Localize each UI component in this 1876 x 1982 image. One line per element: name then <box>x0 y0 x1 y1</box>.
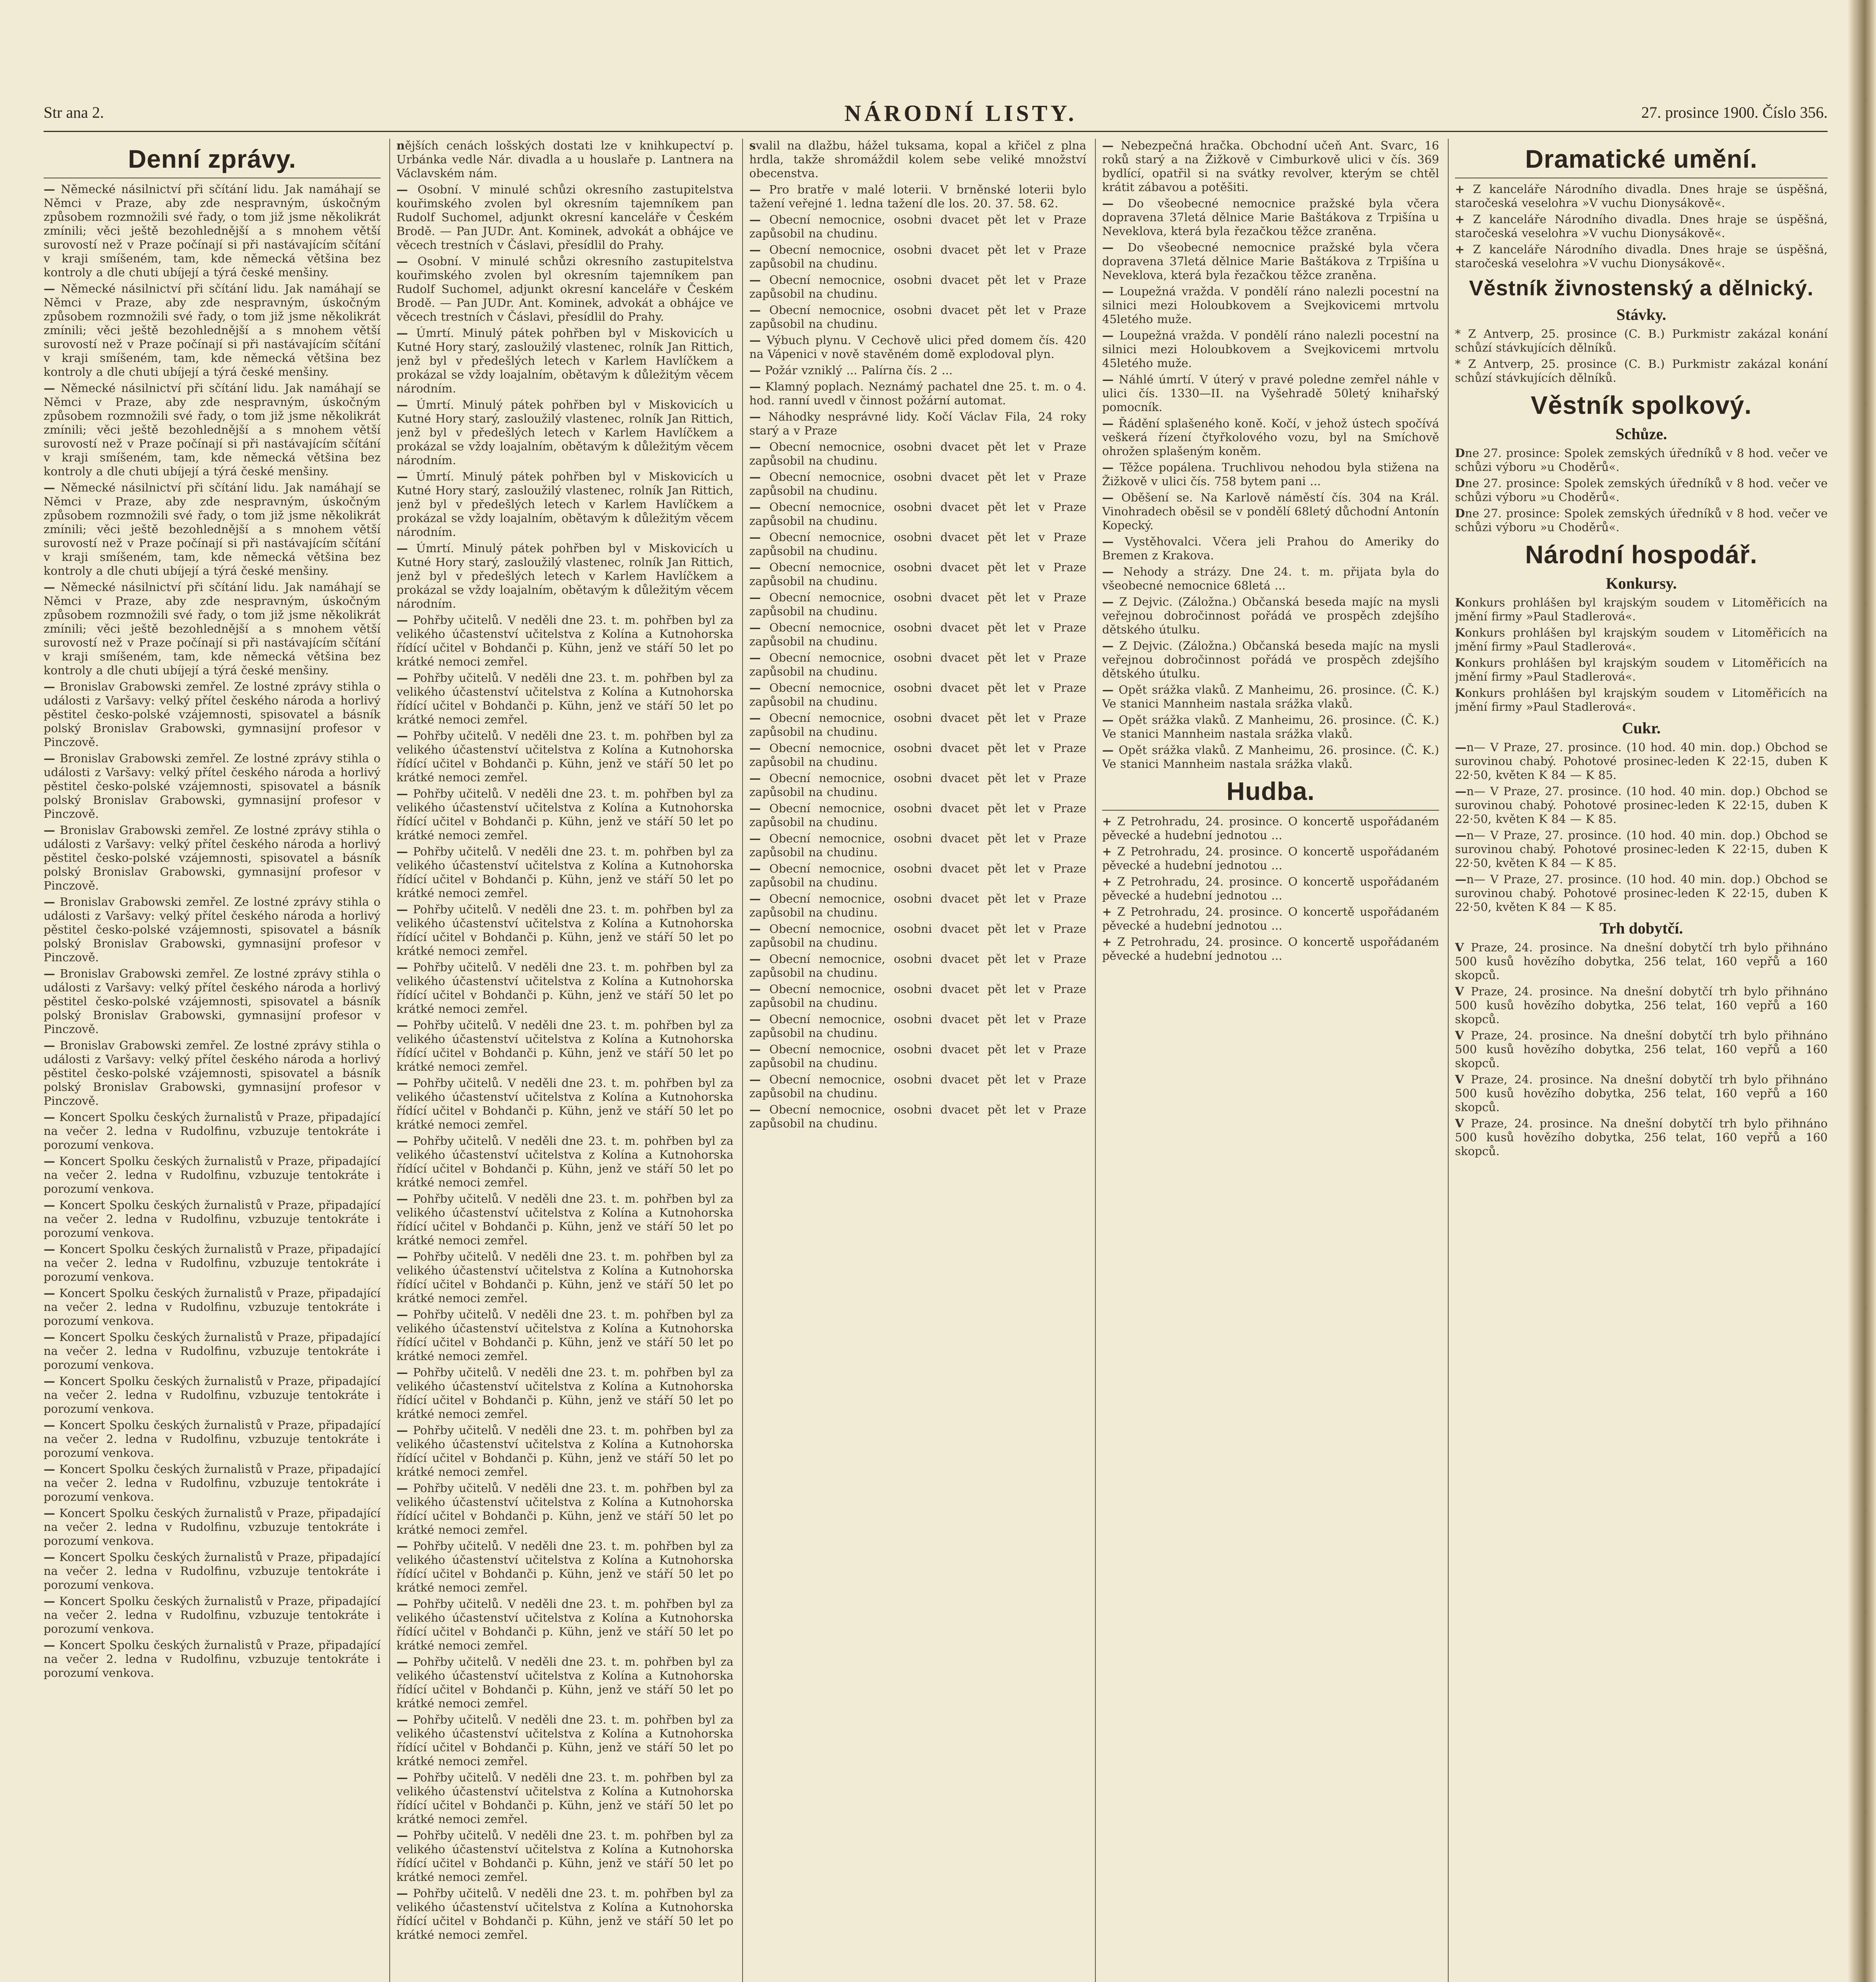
article-pohrby-cont: — Pohřby učitelů. V neděli dne 23. t. m. pohřben byl za velikého účastenství učitelstva z Kolína a Kutnohorska řídící učitel v Bohdanči p. Kühn, jenž ve stáří 50 let po krátké nemoci zemřel. <box>396 1076 733 1131</box>
article-dramaticke-cont: + Z kanceláře Národního divadla. Dnes hraje se úspěšná, staročeská veselohra »V vuchu Dionysákově«. <box>1455 243 1828 270</box>
article-pohrby-cont: — Pohřby učitelů. V neděli dne 23. t. m. pohřben byl za velikého účastenství učitelstva z Kolína a Kutnohorska řídící učitel v Bohdanči p. Kühn, jenž ve stáří 50 let po krátké nemoci zemřel. <box>396 1886 733 1942</box>
article-cukr-cont: —n— V Praze, 27. prosince. (10 hod. 40 min. dop.) Obchod se surovinou chabý. Pohotové prosinec-leden K 22·15, duben K 22·50, květen K 84 — K 85. <box>1455 784 1828 826</box>
section-heading-vestnik-spolkovy: Věstník spolkový. <box>1531 391 1752 419</box>
article-dejvice-cont: — Z Dejvic. (Záložna.) Občanská beseda majíc na mysli veřejnou dobročinnost pořádá ve prospěch zdejšího dětského útulku. <box>1102 639 1439 680</box>
article-konkursy-cont: Konkurs prohlášen byl krajským soudem v Litoměřicích na jmění firmy »Paul Stadlerová«. <box>1455 656 1828 683</box>
article-obecni-cont: — Obecní nemocnice, osobni dvacet pět let v Praze zapůsobil na chudinu. <box>749 681 1086 708</box>
subheading-konkursy: Konkursy. <box>1606 574 1677 592</box>
article-umrti-cont: — Úmrtí. Minulý pátek pohřben byl v Miskovicích u Kutné Hory starý, zasloužilý vlastenec, rolník Jan Rittich, jenž byl v předešlých letech v Karlem Havlíčkem a prokázal se vždy loajalním, obětavým k důležitým věcem národním. <box>396 398 733 467</box>
article-vseobecne: — Do všeobecné nemocnice pražské byla včera dopravena 37letá dělnice Marie Baštákova z Trpišína u Neveklova, která byla řezačkou těžce zraněna. <box>1102 197 1439 238</box>
column-divider <box>389 139 390 1982</box>
article-obecni-cont: — Obecní nemocnice, osobni dvacet pět let v Praze zapůsobil na chudinu. <box>749 561 1086 588</box>
article-pohrby-cont: — Pohřby učitelů. V neděli dne 23. t. m. pohřben byl za velikého účastenství učitelstva z Kolína a Kutnohorska řídící učitel v Bohdanči p. Kühn, jenž ve stáří 50 let po krátké nemoci zemřel. <box>396 671 733 726</box>
article-obecni-cont: — Obecní nemocnice, osobni dvacet pět let v Praze zapůsobil na chudinu. <box>749 892 1086 919</box>
article-petrohrad-cont: + Z Petrohradu, 24. prosince. O koncertě uspořádaném pěvecké a hudební jednotou ... <box>1102 905 1439 932</box>
issue-date: 27. prosince 1900. Číslo 356. <box>1641 103 1828 121</box>
article-nemecke-cont: — Německé násilnictví při sčítání lidu. Jak namáhají se Němci v Praze, aby zde nespravným, úskočným způsobem rozmnožili své řady, o tom již jsme několikrát zmínili; věci ještě bezohlednější a s mnohem větší surovostí než v Praze počínají si při nastávajícím sčítání v kraji smíšeném, tam, kde německá většina bez kontroly a dle chuti ubíjejí a týrá české menšiny. <box>44 580 381 677</box>
article-grabowski-cont: — Bronislav Grabowski zemřel. Ze lostné zprávy stihla o události z Varšavy: velký přítel českého národa a horlivý pěstitel česko-polské vzájemnosti, spisovatel a básník polský Bronislav Grabowski, gymnasijní profesor v Pinczově. <box>44 823 381 892</box>
article-petrohrad-cont: + Z Petrohradu, 24. prosince. O koncertě uspořádaném pěvecké a hudební jednotou ... <box>1102 845 1439 872</box>
article-obecni-cont: — Obecní nemocnice, osobni dvacet pět let v Praze zapůsobil na chudinu. <box>749 982 1086 1010</box>
column-divider <box>742 139 743 1982</box>
article-nemecke: — Německé násilnictví při sčítání lidu. Jak namáhají se Němci v Praze, aby zde nespravným, úskočným způsobem rozmnožili své řady, o tom již jsme několikrát zmínili; věci ještě bezohlednější a s mnohem větší surovostí než v Praze počínají si při nastávajícím sčítání v kraji smíšeném, tam, kde německá většina bez kontroly a dle chuti ubíjejí a týrá české menšiny. <box>44 182 381 279</box>
article-radeni: — Řádění splašeného koně. Kočí, v jehož ústech spočívá veškerá řízení čtyřkolového vozu, byl na Smíchově ohrožen splašeným koněm. <box>1102 417 1439 458</box>
subheading-cukr: Cukr. <box>1622 719 1661 737</box>
article-dejvice: — Z Dejvic. (Záložna.) Občanská beseda majíc na mysli veřejnou dobročinnost pořádá ve prospěch zdejšího dětského útulku. <box>1102 595 1439 636</box>
page-label: Str ana 2. <box>44 103 104 121</box>
article-koncert-cont: — Koncert Spolku českých žurnalistů v Praze, připadající na večer 2. ledna v Rudolfinu, vzbuzuje tentokráte i porozumí venkova. <box>44 1286 381 1328</box>
article-opet: — Opět srážka vlaků. Z Manheimu, 26. prosince. (Č. K.) Ve stanici Mannheim nastala srážka vlaků. <box>1102 683 1439 710</box>
article-nemecke-cont: — Německé násilnictví při sčítání lidu. Jak namáhají se Němci v Praze, aby zde nespravným, úskočným způsobem rozmnožili své řady, o tom již jsme několikrát zmínili; věci ještě bezohlednější a s mnohem větší surovostí než v Praze počínají si při nastávajícím sčítání v kraji smíšeném, tam, kde německá většina bez kontroly a dle chuti ubíjejí a týrá české menšiny. <box>44 481 381 578</box>
article-pohrby-cont: — Pohřby učitelů. V neděli dne 23. t. m. pohřben byl za velikého účastenství učitelstva z Kolína a Kutnohorska řídící učitel v Bohdanči p. Kühn, jenž ve stáří 50 let po krátké nemoci zemřel. <box>396 1250 733 1305</box>
article-petrohrad-cont: + Z Petrohradu, 24. prosince. O koncertě uspořádaném pěvecké a hudební jednotou ... <box>1102 935 1439 962</box>
section-heading-dramaticke-umeni: Dramatické umění. <box>1525 145 1758 173</box>
masthead-title: NÁRODNÍ LISTY. <box>844 100 1077 126</box>
article-obecni-cont: — Obecní nemocnice, osobni dvacet pět let v Praze zapůsobil na chudinu. <box>749 591 1086 618</box>
article-cukr-cont: —n— V Praze, 27. prosince. (10 hod. 40 min. dop.) Obchod se surovinou chabý. Pohotové prosinec-leden K 22·15, duben K 22·50, květen K 84 — K 85. <box>1455 872 1828 914</box>
article-pohrby-cont: — Pohřby učitelů. V neděli dne 23. t. m. pohřben byl za velikého účastenství učitelstva z Kolína a Kutnohorska řídící učitel v Bohdanči p. Kühn, jenž ve stáří 50 let po krátké nemoci zemřel. <box>396 729 733 784</box>
article-koncert-cont: — Koncert Spolku českých žurnalistů v Praze, připadající na večer 2. ledna v Rudolfinu, vzbuzuje tentokráte i porozumí venkova. <box>44 1638 381 1680</box>
article-koncert-cont: — Koncert Spolku českých žurnalistů v Praze, připadající na večer 2. ledna v Rudolfinu, vzbuzuje tentokráte i porozumí venkova. <box>44 1594 381 1636</box>
article-cukr-cont: —n— V Praze, 27. prosince. (10 hod. 40 min. dop.) Obchod se surovinou chabý. Pohotové prosinec-leden K 22·15, duben K 22·50, květen K 84 — K 85. <box>1455 828 1828 870</box>
article-koncert-cont: — Koncert Spolku českých žurnalistů v Praze, připadající na večer 2. ledna v Rudolfinu, vzbuzuje tentokráte i porozumí venkova. <box>44 1242 381 1284</box>
article-ochrana: nějších cenách lošských dostati lze v knihkupectví p. Urbánka vedle Nár. divadla a u houslaře p. Lantnera na Václavském nám. <box>396 139 733 180</box>
article-obecni-cont: — Obecní nemocnice, osobni dvacet pět let v Praze zapůsobil na chudinu. <box>749 771 1086 799</box>
column-5 <box>1455 139 1828 1982</box>
article-umrti-cont: — Úmrtí. Minulý pátek pohřben byl v Miskovicích u Kutné Hory starý, zasloužilý vlastenec, rolník Jan Rittich, jenž byl v předešlých letech v Karlem Havlíčkem a prokázal se vždy loajalním, obětavým k důležitým věcem národním. <box>396 470 733 539</box>
column-divider <box>1448 139 1449 1982</box>
article-obeseni: — Oběšení se. Na Karlově náměstí čís. 304 na Král. Vinohradech oběsil se v pondělí 68letý důchodní Antonín Kopecký. <box>1102 491 1439 532</box>
article-pohrby-cont: — Pohřby učitelů. V neděli dne 23. t. m. pohřben byl za velikého účastenství učitelstva z Kolína a Kutnohorska řídící učitel v Bohdanči p. Kühn, jenž ve stáří 50 let po krátké nemoci zemřel. <box>396 1539 733 1594</box>
article-konkursy-cont: Konkurs prohlášen byl krajským soudem v Litoměřicích na jmění firmy »Paul Stadlerová«. <box>1455 626 1828 653</box>
article-grabowski-cont: — Bronislav Grabowski zemřel. Ze lostné zprávy stihla o události z Varšavy: velký přítel českého národa a horlivý pěstitel česko-polské vzájemnosti, spisovatel a básník polský Bronislav Grabowski, gymnasijní profesor v Pinczově. <box>44 1039 381 1108</box>
header-rule <box>44 131 1828 132</box>
section-heading-denni-zpravy: Denní zprávy. <box>128 145 297 173</box>
article-valka: svalil na dlažbu, hážel tuksama, kopal a křičel z plna hrdla, takže shromáždil kolem sebe veliké množství obecenstva. <box>749 139 1086 180</box>
article-koncert-cont: — Koncert Spolku českých žurnalistů v Praze, připadající na večer 2. ledna v Rudolfinu, vzbuzuje tentokráte i porozumí venkova. <box>44 1506 381 1548</box>
article-cukr: —n— V Praze, 27. prosince. (10 hod. 40 min. dop.) Obchod se surovinou chabý. Pohotové prosinec-leden K 22·15, duben K 22·50, květen K 84 — K 85. <box>1455 740 1828 782</box>
article-dramaticke-cont: + Z kanceláře Národního divadla. Dnes hraje se úspěšná, staročeská veselohra »V vuchu Dionysákově«. <box>1455 212 1828 240</box>
article-pohrby-cont: — Pohřby učitelů. V neděli dne 23. t. m. pohřben byl za velikého účastenství učitelstva z Kolína a Kutnohorska řídící učitel v Bohdanči p. Kühn, jenž ve stáří 50 let po krátké nemoci zemřel. <box>396 1134 733 1189</box>
article-schuze: Dne 27. prosince: Spolek zemských úředníků v 8 hod. večer ve schůzi výboru »u Choděrů«. <box>1455 446 1828 474</box>
article-stavky-cont: * Z Antverp, 25. prosince (C. B.) Purkmistr zakázal konání schůzí stávkujících dělníků. <box>1455 357 1828 385</box>
article-obecni-cont: — Obecní nemocnice, osobni dvacet pět let v Praze zapůsobil na chudinu. <box>749 741 1086 769</box>
article-obecni-cont: — Obecní nemocnice, osobni dvacet pět let v Praze zapůsobil na chudinu. <box>749 1103 1086 1130</box>
article-obecni-cont: — Obecní nemocnice, osobni dvacet pět let v Praze zapůsobil na chudinu. <box>749 1043 1086 1070</box>
article-nemecke-cont: — Německé násilnictví při sčítání lidu. Jak namáhají se Němci v Praze, aby zde nespravným, úskočným způsobem rozmnožili své řady, o tom již jsme několikrát zmínili; věci ještě bezohlednější a s mnohem větší surovostí než v Praze počínají si při nastávajícím sčítání v kraji smíšeném, tam, kde německá většina bez kontroly a dle chuti ubíjejí a týrá české menšiny. <box>44 282 381 379</box>
article-schuze-cont: Dne 27. prosince: Spolek zemských úředníků v 8 hod. večer ve schůzi výboru »u Choděrů«. <box>1455 476 1828 504</box>
article-grabowski: — Bronislav Grabowski zemřel. Ze lostné zprávy stihla o události z Varšavy: velký přítel českého národa a horlivý pěstitel česko-polské vzájemnosti, spisovatel a básník polský Bronislav Grabowski, gymnasijní profesor v Pinczově. <box>44 680 381 749</box>
article-pohrby-cont: — Pohřby učitelů. V neděli dne 23. t. m. pohřben byl za velikého účastenství učitelstva z Kolína a Kutnohorska řídící učitel v Bohdanči p. Kühn, jenž ve stáří 50 let po krátké nemoci zemřel. <box>396 960 733 1016</box>
article-stavky: * Z Antverp, 25. prosince (C. B.) Purkmistr zakázal konání schůzí stávkujících dělníků. <box>1455 327 1828 354</box>
article-pohrby-cont: — Pohřby učitelů. V neděli dne 23. t. m. pohřben byl za velikého účastenství učitelstva z Kolína a Kutnohorska řídící učitel v Bohdanči p. Kühn, jenž ve stáří 50 let po krátké nemoci zemřel. <box>396 1423 733 1479</box>
article-loupezna: — Loupežná vražda. V pondělí ráno nalezli pocestní na silnici mezi Holoubkovem a Svejkovicemi mrtvolu 45letého muže. <box>1102 285 1439 326</box>
article-nehody: — Nehody a strázy. Dne 24. t. m. přijata byla do všeobecné nemocnice 68letá ... <box>1102 565 1439 592</box>
article-pohrby-cont: — Pohřby učitelů. V neděli dne 23. t. m. pohřben byl za velikého účastenství učitelstva z Kolína a Kutnohorska řídící učitel v Bohdanči p. Kühn, jenž ve stáří 50 let po krátké nemoci zemřel. <box>396 787 733 842</box>
article-schuze-cont: Dne 27. prosince: Spolek zemských úředníků v 8 hod. večer ve schůzi výboru »u Choděrů«. <box>1455 507 1828 534</box>
article-vybuch: — Výbuch plynu. V Cechově ulici před domem čís. 420 na Vápenici v nově stavěném domě explodoval plyn. <box>749 333 1086 361</box>
article-dramaticke: + Z kanceláře Národního divadla. Dnes hraje se úspěšná, staročeská veselohra »V vuchu Dionysákově«. <box>1455 182 1828 210</box>
article-obecni-cont: — Obecní nemocnice, osobni dvacet pět let v Praze zapůsobil na chudinu. <box>749 303 1086 331</box>
article-nebezpecne: — Nebezpečná hračka. Obchodní učeň Ant. Svarc, 16 roků starý a na Žižkově v Cimburkově ulici v čís. 369 bydlící, opatřil si na svátky revolver, kterým se chtěl krátit zábavou a potěšiti. <box>1102 139 1439 194</box>
article-koncert-cont: — Koncert Spolku českých žurnalistů v Praze, připadající na večer 2. ledna v Rudolfinu, vzbuzuje tentokráte i porozumí venkova. <box>44 1374 381 1416</box>
article-obecni-cont: — Obecní nemocnice, osobni dvacet pět let v Praze zapůsobil na chudinu. <box>749 621 1086 648</box>
article-koncert-cont: — Koncert Spolku českých žurnalistů v Praze, připadající na večer 2. ledna v Rudolfinu, vzbuzuje tentokráte i porozumí venkova. <box>44 1462 381 1504</box>
article-tezce: — Těžce popálena. Truchlivou nehodou byla stižena na Žižkově v ulici čís. 758 bytem pani ... <box>1102 461 1439 488</box>
section-heading-narodni-hospodar: Národní hospodář. <box>1525 540 1757 569</box>
column-2 <box>396 139 733 1982</box>
article-vystehovalci: — Vystěhovalci. Včera jeli Prahou do Ameriky do Bremen z Krakova. <box>1102 535 1439 562</box>
article-trh-cont: V Praze, 24. prosince. Na dnešní dobytčí trh bylo přihnáno 500 kusů hovězího dobytka, 256 telat, 160 vepřů a 160 skopců. <box>1455 1029 1828 1070</box>
subheading-stavky: Stávky. <box>1616 306 1666 323</box>
article-opet-cont: — Opět srážka vlaků. Z Manheimu, 26. prosince. (Č. K.) Ve stanici Mannheim nastala srážka vlaků. <box>1102 743 1439 771</box>
article-trh-cont: V Praze, 24. prosince. Na dnešní dobytčí trh bylo přihnáno 500 kusů hovězího dobytka, 256 telat, 160 vepřů a 160 skopců. <box>1455 1073 1828 1114</box>
subheading-schuze: Schůze. <box>1616 425 1667 443</box>
article-pohrby: — Pohřby učitelů. V neděli dne 23. t. m. pohřben byl za velikého účastenství učitelstva z Kolína a Kutnohorska řídící učitel v Bohdanči p. Kühn, jenž ve stáří 50 let po krátké nemoci zemřel. <box>396 613 733 668</box>
article-nahodne: — Náhodky nesprávné lidy. Kočí Václav Fila, 24 roky starý a v Praze <box>749 410 1086 437</box>
article-pohrby-cont: — Pohřby učitelů. V neděli dne 23. t. m. pohřben byl za velikého účastenství učitelstva z Kolína a Kutnohorska řídící učitel v Bohdanči p. Kühn, jenž ve stáří 50 let po krátké nemoci zemřel. <box>396 1713 733 1768</box>
article-obecni-cont: — Obecní nemocnice, osobni dvacet pět let v Praze zapůsobil na chudinu. <box>749 862 1086 889</box>
article-pohrby-cont: — Pohřby učitelů. V neděli dne 23. t. m. pohřben byl za velikého účastenství učitelstva z Kolína a Kutnohorska řídící učitel v Bohdanči p. Kühn, jenž ve stáří 50 let po krátké nemoci zemřel. <box>396 1829 733 1884</box>
article-osobni: — Osobní. V minulé schůzi okresního zastupitelstva kouřimského zvolen byl okresním tajemníkem pan Rudolf Suchomel, adjunkt okresní kanceláře v Českém Brodě. — Pan JUDr. Ant. Kominek, advokát a obhájce ve věcech trestních v Čáslavi, přesídlil do Prahy. <box>396 183 733 252</box>
article-trh-cont: V Praze, 24. prosince. Na dnešní dobytčí trh bylo přihnáno 500 kusů hovězího dobytka, 256 telat, 160 vepřů a 160 skopců. <box>1455 1117 1828 1158</box>
article-pohrby-cont: — Pohřby učitelů. V neděli dne 23. t. m. pohřben byl za velikého účastenství učitelstva z Kolína a Kutnohorska řídící učitel v Bohdanči p. Kühn, jenž ve stáří 50 let po krátké nemoci zemřel. <box>396 845 733 900</box>
column-divider <box>1095 139 1096 1982</box>
article-pohrby-cont: — Pohřby učitelů. V neděli dne 23. t. m. pohřben byl za velikého účastenství učitelstva z Kolína a Kutnohorska řídící učitel v Bohdanči p. Kühn, jenž ve stáří 50 let po krátké nemoci zemřel. <box>396 1308 733 1363</box>
article-obecni-cont: — Obecní nemocnice, osobni dvacet pět let v Praze zapůsobil na chudinu. <box>749 711 1086 738</box>
article-obecni-cont: — Obecní nemocnice, osobni dvacet pět let v Praze zapůsobil na chudinu. <box>749 952 1086 980</box>
article-obecni-cont: — Obecní nemocnice, osobni dvacet pět let v Praze zapůsobil na chudinu. <box>749 273 1086 300</box>
article-obecni-cont: — Obecní nemocnice, osobni dvacet pět let v Praze zapůsobil na chudinu. <box>749 1012 1086 1040</box>
article-trh: V Praze, 24. prosince. Na dnešní dobytčí trh bylo přihnáno 500 kusů hovězího dobytka, 256 telat, 160 vepřů a 160 skopců. <box>1455 941 1828 982</box>
article-pohrby-cont: — Pohřby učitelů. V neděli dne 23. t. m. pohřben byl za velikého účastenství učitelstva z Kolína a Kutnohorska řídící učitel v Bohdanči p. Kühn, jenž ve stáří 50 let po krátké nemoci zemřel. <box>396 1597 733 1652</box>
article-klamny: — Klamný poplach. Neznámý pachatel dne 25. t. m. o 4. hod. ranní uvedl v činnost požární automat. <box>749 380 1086 407</box>
article-opet-cont: — Opět srážka vlaků. Z Manheimu, 26. prosince. (Č. K.) Ve stanici Mannheim nastala srážka vlaků. <box>1102 713 1439 740</box>
article-osobni-cont: — Osobní. V minulé schůzi okresního zastupitelstva kouřimského zvolen byl okresním tajemníkem pan Rudolf Suchomel, adjunkt okresní kanceláře v Českém Brodě. — Pan JUDr. Ant. Kominek, advokát a obhájce ve věcech trestních v Čáslavi, přesídlil do Prahy. <box>396 254 733 323</box>
article-grabowski-cont: — Bronislav Grabowski zemřel. Ze lostné zprávy stihla o události z Varšavy: velký přítel českého národa a horlivý pěstitel česko-polské vzájemnosti, spisovatel a básník polský Bronislav Grabowski, gymnasijní profesor v Pinczově. <box>44 967 381 1036</box>
article-obecni-cont: — Obecní nemocnice, osobni dvacet pět let v Praze zapůsobil na chudinu. <box>749 1073 1086 1100</box>
article-grabowski-cont: — Bronislav Grabowski zemřel. Ze lostné zprávy stihla o události z Varšavy: velký přítel českého národa a horlivý pěstitel česko-polské vzájemnosti, spisovatel a básník polský Bronislav Grabowski, gymnasijní profesor v Pinczově. <box>44 752 381 821</box>
article-petrohrad-cont: + Z Petrohradu, 24. prosince. O koncertě uspořádaném pěvecké a hudební jednotou ... <box>1102 875 1439 902</box>
article-umrti: — Úmrtí. Minulý pátek pohřben byl v Miskovicích u Kutné Hory starý, zasloužilý vlastenec, rolník Jan Rittich, jenž byl v předešlých letech v Karlem Havlíčkem a prokázal se vždy loajalním, obětavým k důležitým věcem národním. <box>396 326 733 395</box>
article-koncert-cont: — Koncert Spolku českých žurnalistů v Praze, připadající na večer 2. ledna v Rudolfinu, vzbuzuje tentokráte i porozumí venkova. <box>44 1418 381 1460</box>
article-pohrby-cont: — Pohřby učitelů. V neděli dne 23. t. m. pohřben byl za velikého účastenství učitelstva z Kolína a Kutnohorska řídící učitel v Bohdanči p. Kühn, jenž ve stáří 50 let po krátké nemoci zemřel. <box>396 1481 733 1536</box>
article-bratr: — Pro bratře v malé loterii. V brněnské loterii bylo tažení veřejné 1. ledna tažení dle los. 20. 37. 58. 62. <box>749 183 1086 210</box>
page-binding-edge <box>1848 0 1876 1982</box>
article-koncert-cont: — Koncert Spolku českých žurnalistů v Praze, připadající na večer 2. ledna v Rudolfinu, vzbuzuje tentokráte i porozumí venkova. <box>44 1330 381 1372</box>
article-loupezna-cont: — Loupežná vražda. V pondělí ráno nalezli pocestní na silnici mezi Holoubkovem a Svejkovicemi mrtvolu 45letého muže. <box>1102 329 1439 370</box>
column-4 <box>1102 139 1439 1982</box>
article-pohrby-cont: — Pohřby učitelů. V neděli dne 23. t. m. pohřben byl za velikého účastenství učitelstva z Kolína a Kutnohorska řídící učitel v Bohdanči p. Kühn, jenž ve stáří 50 let po krátké nemoci zemřel. <box>396 1655 733 1710</box>
article-obecni-cont: — Obecní nemocnice, osobni dvacet pět let v Praze zapůsobil na chudinu. <box>749 470 1086 497</box>
article-pohrby-cont: — Pohřby učitelů. V neděli dne 23. t. m. pohřben byl za velikého účastenství učitelstva z Kolína a Kutnohorska řídící učitel v Bohdanči p. Kühn, jenž ve stáří 50 let po krátké nemoci zemřel. <box>396 1771 733 1826</box>
column-1 <box>44 139 381 1982</box>
article-konkursy: Konkurs prohlášen byl krajským soudem v Litoměřicích na jmění firmy »Paul Stadlerová«. <box>1455 596 1828 623</box>
article-vseobecne-cont: — Do všeobecné nemocnice pražské byla včera dopravena 37letá dělnice Marie Baštákova z Trpišína u Neveklova, která byla řezačkou těžce zraněna. <box>1102 241 1439 282</box>
article-obecni-cont: — Obecní nemocnice, osobni dvacet pět let v Praze zapůsobil na chudinu. <box>749 832 1086 859</box>
page-header <box>44 100 1828 127</box>
article-trh-cont: V Praze, 24. prosince. Na dnešní dobytčí trh bylo přihnáno 500 kusů hovězího dobytka, 256 telat, 160 vepřů a 160 skopců. <box>1455 985 1828 1026</box>
article-grabowski-cont: — Bronislav Grabowski zemřel. Ze lostné zprávy stihla o události z Varšavy: velký přítel českého národa a horlivý pěstitel česko-polské vzájemnosti, spisovatel a básník polský Bronislav Grabowski, gymnasijní profesor v Pinczově. <box>44 895 381 964</box>
section-heading-hudba: Hudba. <box>1226 777 1315 805</box>
article-obecni-cont: — Obecní nemocnice, osobni dvacet pět let v Praze zapůsobil na chudinu. <box>749 440 1086 467</box>
article-nemecke-cont: — Německé násilnictví při sčítání lidu. Jak namáhají se Němci v Praze, aby zde nespravným, úskočným způsobem rozmnožili své řady, o tom již jsme několikrát zmínili; věci ještě bezohlednější a s mnohem větší surovostí než v Praze počínají si při nastávajícím sčítání v kraji smíšeném, tam, kde německá většina bez kontroly a dle chuti ubíjejí a týrá české menšiny. <box>44 381 381 478</box>
column-3 <box>749 139 1086 1982</box>
article-obecni-cont: — Obecní nemocnice, osobni dvacet pět let v Praze zapůsobil na chudinu. <box>749 651 1086 678</box>
article-pohrby-cont: — Pohřby učitelů. V neděli dne 23. t. m. pohřben byl za velikého účastenství učitelstva z Kolína a Kutnohorska řídící učitel v Bohdanči p. Kühn, jenž ve stáří 50 let po krátké nemoci zemřel. <box>396 903 733 958</box>
article-obecni: — Obecní nemocnice, osobni dvacet pět let v Praze zapůsobil na chudinu. <box>749 213 1086 240</box>
article-koncert-cont: — Koncert Spolku českých žurnalistů v Praze, připadající na večer 2. ledna v Rudolfinu, vzbuzuje tentokráte i porozumí venkova. <box>44 1198 381 1240</box>
article-koncert-cont: — Koncert Spolku českých žurnalistů v Praze, připadající na večer 2. ledna v Rudolfinu, vzbuzuje tentokráte i porozumí venkova. <box>44 1550 381 1592</box>
section-heading-vestnik-zivnostensky: Věstník živnostenský a dělnický. <box>1469 276 1814 300</box>
subheading-trh-dobytci: Trh dobytčí. <box>1599 919 1683 937</box>
article-obecni-cont: — Obecní nemocnice, osobni dvacet pět let v Praze zapůsobil na chudinu. <box>749 530 1086 558</box>
article-obecni-cont: — Obecní nemocnice, osobni dvacet pět let v Praze zapůsobil na chudinu. <box>749 922 1086 949</box>
article-umrti-cont: — Úmrtí. Minulý pátek pohřben byl v Miskovicích u Kutné Hory starý, zasloužilý vlastenec, rolník Jan Rittich, jenž byl v předešlých letech v Karlem Havlíčkem a prokázal se vždy loajalním, obětavým k důležitým věcem národním. <box>396 541 733 610</box>
article-konkursy-cont: Konkurs prohlášen byl krajským soudem v Litoměřicích na jmění firmy »Paul Stadlerová«. <box>1455 686 1828 714</box>
article-nahle: — Náhlé úmrtí. V úterý v pravé poledne zemřel náhle v ulici čís. 1330—II. na Vyšehradě 50letý knihařský pomocník. <box>1102 373 1439 414</box>
article-petrohrad: + Z Petrohradu, 24. prosince. O koncertě uspořádaném pěvecké a hudební jednotou ... <box>1102 815 1439 842</box>
article-pozar: — Požár vzniklý ... Palírna čís. 2 ... <box>749 363 953 377</box>
article-pohrby-cont: — Pohřby učitelů. V neděli dne 23. t. m. pohřben byl za velikého účastenství učitelstva z Kolína a Kutnohorska řídící učitel v Bohdanči p. Kühn, jenž ve stáří 50 let po krátké nemoci zemřel. <box>396 1192 733 1247</box>
article-koncert: — Koncert Spolku českých žurnalistů v Praze, připadající na večer 2. ledna v Rudolfinu, vzbuzuje tentokráte i porozumí venkova. <box>44 1110 381 1152</box>
article-obecni-cont: — Obecní nemocnice, osobni dvacet pět let v Praze zapůsobil na chudinu. <box>749 243 1086 270</box>
article-koncert-cont: — Koncert Spolku českých žurnalistů v Praze, připadající na večer 2. ledna v Rudolfinu, vzbuzuje tentokráte i porozumí venkova. <box>44 1154 381 1196</box>
article-obecni-cont: — Obecní nemocnice, osobni dvacet pět let v Praze zapůsobil na chudinu. <box>749 500 1086 528</box>
article-pohrby-cont: — Pohřby učitelů. V neděli dne 23. t. m. pohřben byl za velikého účastenství učitelstva z Kolína a Kutnohorska řídící učitel v Bohdanči p. Kühn, jenž ve stáří 50 let po krátké nemoci zemřel. <box>396 1018 733 1073</box>
article-obecni-cont: — Obecní nemocnice, osobni dvacet pět let v Praze zapůsobil na chudinu. <box>749 802 1086 829</box>
section-rule <box>1102 810 1439 811</box>
article-pohrby-cont: — Pohřby učitelů. V neděli dne 23. t. m. pohřben byl za velikého účastenství učitelstva z Kolína a Kutnohorska řídící učitel v Bohdanči p. Kühn, jenž ve stáří 50 let po krátké nemoci zemřel. <box>396 1366 733 1421</box>
